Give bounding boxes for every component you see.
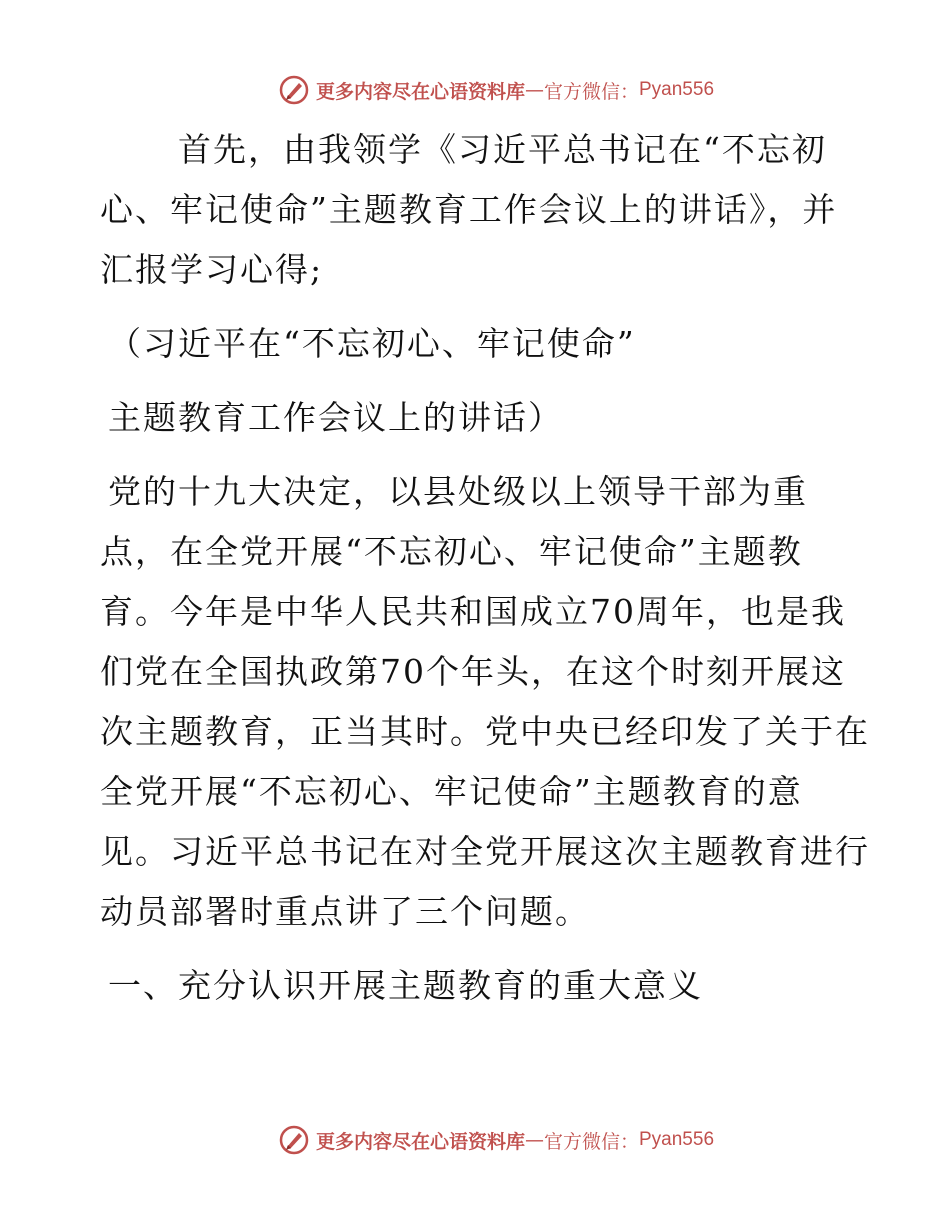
paragraph-body-line: 全党开展“不忘初心、牢记使命”主题教育的意 [100,772,803,811]
watermark-wechat-id: Pyan556 [639,79,715,100]
watermark-wechat-id: Pyan556 [639,1129,715,1150]
footer-watermark [0,1120,950,1160]
paragraph-body-line: 点，在全党开展“不忘初心、牢记使命”主题教 [100,532,803,571]
watermark-dash: — [524,1129,544,1151]
paragraph-body-line: 们党在全国执政第70个年头，在这个时刻开展这 [100,652,846,691]
watermark-dash: — [524,79,544,101]
header-watermark [0,70,950,110]
watermark-site-text: 更多内容尽在心语资料库 [315,80,525,103]
pen-logo-icon [278,74,310,106]
paragraph-intro-line: 汇报学习心得; [100,250,324,289]
watermark-official-label: 官方微信： [543,80,639,103]
watermark-official-label: 官方微信： [543,1130,639,1153]
section-heading: 一、充分认识开展主题教育的重大意义 [108,966,703,1005]
document-body [100,120,870,1016]
watermark-site-text: 更多内容尽在心语资料库 [315,1130,525,1153]
pen-logo-icon [278,1124,310,1156]
speech-title-line: （习近平在“不忘初心、牢记使命” [108,324,636,363]
paragraph-body-line: 育。今年是中华人民共和国成立70周年，也是我 [100,592,846,631]
paragraph-body-line: 见。习近平总书记在对全党开展这次主题教育进行 [100,832,870,871]
paragraph-body-line: 次主题教育，正当其时。党中央已经印发了关于在 [100,712,870,751]
speech-title-line: 主题教育工作会议上的讲话） [108,398,563,437]
paragraph-intro-line: 首先，由我领学《习近平总书记在“不忘初 [178,130,827,169]
paragraph-intro-line: 心、牢记使命”主题教育工作会议上的讲话》，并 [100,190,838,229]
paragraph-body-line: 动员部署时重点讲了三个问题。 [100,892,590,931]
paragraph-body-line: 党的十九大决定，以县处级以上领导干部为重 [108,472,808,511]
